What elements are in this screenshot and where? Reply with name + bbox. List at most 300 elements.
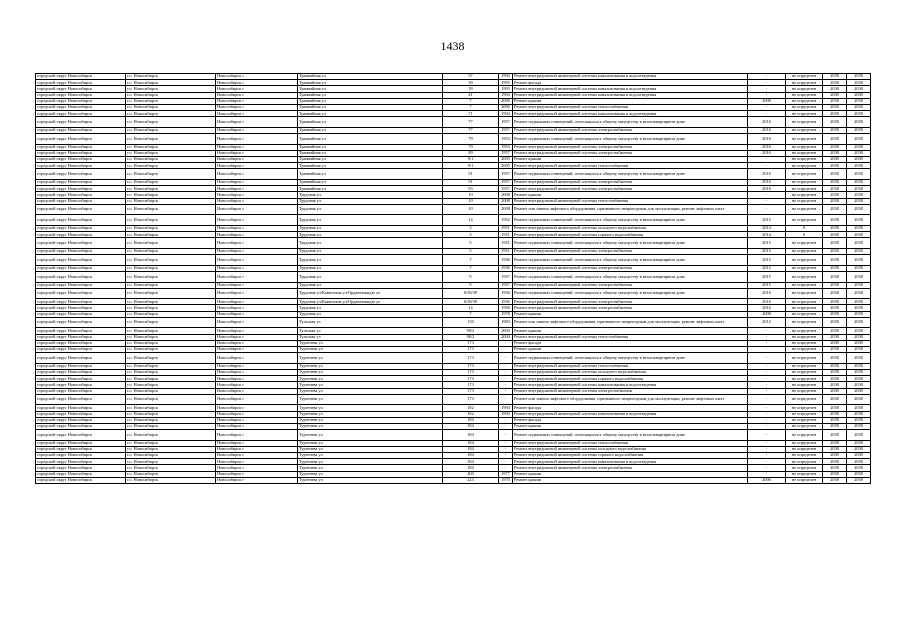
last-repair-year-cell: - — [748, 453, 786, 459]
street-cell: Трудовая ул — [298, 215, 443, 226]
cost-cell: не определен — [786, 288, 823, 299]
city-cell: Новосибирск г — [216, 255, 298, 266]
last-repair-year-cell: - — [748, 363, 786, 369]
build-year-cell: - — [499, 446, 513, 452]
cost-cell: не определен — [786, 477, 823, 483]
plan-start-cell: 2038 — [823, 134, 847, 145]
municipality-cell: городской округ Новосибирск — [36, 417, 126, 423]
plan-end-cell: 2038 — [847, 180, 871, 186]
last-repair-year-cell: 2006 — [748, 477, 786, 483]
build-year-cell: 1951 — [499, 232, 513, 238]
plan-start-cell: 2038 — [823, 238, 847, 249]
house-number-cell: 91 — [443, 180, 499, 186]
district-cell: г.о. Новосибирск — [126, 180, 216, 186]
district-cell: г.о. Новосибирск — [126, 340, 216, 346]
plan-end-cell: 2038 — [847, 169, 871, 180]
cost-cell: не определен — [786, 459, 823, 465]
table-row — [36, 117, 871, 128]
work-type-cell: Ремонт подвальных помещений, относящихся к общему имуществу в многоквартирном доме — [513, 271, 748, 282]
build-year-cell: 1994 — [499, 411, 513, 417]
city-cell: Новосибирск г — [216, 232, 298, 238]
district-cell: г.о. Новосибирск — [126, 405, 216, 411]
municipality-cell: городской округ Новосибирск — [36, 248, 126, 254]
build-year-cell: 1994 — [499, 111, 513, 117]
city-cell: Новосибирск г — [216, 265, 298, 271]
city-cell: Новосибирск г — [216, 127, 298, 133]
cost-cell: не определен — [786, 440, 823, 446]
municipality-cell: городской округ Новосибирск — [36, 198, 126, 204]
last-repair-year-cell: - — [748, 157, 786, 163]
work-type-cell: Ремонт внутридомовой инженерной системы теплоснабжения — [513, 198, 748, 204]
city-cell: Новосибирск г — [216, 423, 298, 429]
house-number-cell: 7 — [443, 98, 499, 104]
last-repair-year-cell: - — [748, 405, 786, 411]
table-row — [36, 430, 871, 441]
district-cell: г.о. Новосибирск — [126, 98, 216, 104]
district-cell: г.о. Новосибирск — [126, 459, 216, 465]
street-cell: Тульская ул — [298, 334, 443, 340]
municipality-cell: городской округ Новосибирск — [36, 215, 126, 226]
plan-start-cell: 2038 — [823, 180, 847, 186]
district-cell: г.о. Новосибирск — [126, 86, 216, 92]
district-cell: г.о. Новосибирск — [126, 311, 216, 317]
work-type-cell: Ремонт подвальных помещений, относящихся к общему имуществу в многоквартирном доме — [513, 255, 748, 266]
work-type-cell: Ремонт крыши — [513, 423, 748, 429]
last-repair-year-cell: - — [748, 192, 786, 198]
cost-cell: не определен — [786, 405, 823, 411]
plan-end-cell: 2038 — [847, 471, 871, 477]
house-number-cell: 89 — [443, 150, 499, 156]
municipality-cell: городской округ Новосибирск — [36, 265, 126, 271]
house-number-cell: 93 — [443, 186, 499, 192]
work-type-cell: Ремонт внутридомовой инженерной системы горячего водоснабжения — [513, 453, 748, 459]
build-year-cell: 1936 — [499, 299, 513, 305]
street-cell: Трамвайная ул — [298, 127, 443, 133]
street-cell: Тургенева ул — [298, 453, 443, 459]
cost-cell: не определен — [786, 169, 823, 180]
build-year-cell: - — [499, 394, 513, 405]
table-row — [36, 169, 871, 180]
build-year-cell: - — [499, 376, 513, 382]
city-cell: Новосибирск г — [216, 282, 298, 288]
city-cell: Новосибирск г — [216, 215, 298, 226]
plan-start-cell: 2038 — [823, 440, 847, 446]
plan-start-cell: 2038 — [823, 465, 847, 471]
municipality-cell: городской округ Новосибирск — [36, 86, 126, 92]
work-type-cell: Ремонт внутридомовой инженерной системы электроснабжения — [513, 144, 748, 150]
build-year-cell: 1936 — [499, 255, 513, 266]
cost-cell: не определен — [786, 353, 823, 364]
district-cell: г.о. Новосибирск — [126, 271, 216, 282]
plan-end-cell: 2038 — [847, 334, 871, 340]
cost-cell: не определен — [786, 238, 823, 249]
municipality-cell: городской округ Новосибирск — [36, 471, 126, 477]
plan-start-cell: 2038 — [823, 248, 847, 254]
plan-end-cell: 2038 — [847, 225, 871, 231]
district-cell: г.о. Новосибирск — [126, 215, 216, 226]
plan-end-cell: 2038 — [847, 144, 871, 150]
street-cell: Трудовая ул — [298, 265, 443, 271]
city-cell: Новосибирск г — [216, 334, 298, 340]
municipality-cell: городской округ Новосибирск — [36, 328, 126, 334]
house-number-cell: 9/1 — [443, 163, 499, 169]
city-cell: Новосибирск г — [216, 311, 298, 317]
work-type-cell: Ремонт внутридомовой инженерной системы канализования и водоотведения — [513, 92, 748, 98]
build-year-cell: 1953 — [499, 144, 513, 150]
build-year-cell: 2005 — [499, 157, 513, 163]
plan-start-cell: 2038 — [823, 111, 847, 117]
work-type-cell: Ремонт внутридомовой инженерной системы электроснабжения — [513, 299, 748, 305]
municipality-cell: городской округ Новосибирск — [36, 271, 126, 282]
district-cell: г.о. Новосибирск — [126, 198, 216, 204]
municipality-cell: городской округ Новосибирск — [36, 477, 126, 483]
last-repair-year-cell: - — [748, 92, 786, 98]
plan-start-cell: 2038 — [823, 411, 847, 417]
capital-repair-register-table — [35, 73, 871, 484]
build-year-cell: 2008 — [499, 198, 513, 204]
plan-start-cell: 2038 — [823, 204, 847, 215]
house-number-cell: 5 — [443, 248, 499, 254]
house-number-cell: 5 — [443, 238, 499, 249]
work-type-cell: Ремонт подвальных помещений, относящихся к общему имуществу в многоквартирном доме — [513, 288, 748, 299]
house-number-cell: 182 — [443, 405, 499, 411]
municipality-cell: городской округ Новосибирск — [36, 305, 126, 311]
district-cell: г.о. Новосибирск — [126, 394, 216, 405]
municipality-cell: городской округ Новосибирск — [36, 238, 126, 249]
work-type-cell: Ремонт внутридомовой инженерной системы теплоснабжения — [513, 104, 748, 110]
city-cell: Новосибирск г — [216, 405, 298, 411]
last-repair-year-cell: - — [748, 446, 786, 452]
plan-end-cell: 2038 — [847, 74, 871, 80]
plan-end-cell: 2038 — [847, 104, 871, 110]
house-number-cell: 223 — [443, 477, 499, 483]
cost-cell: не определен — [786, 317, 823, 328]
city-cell: Новосибирск г — [216, 163, 298, 169]
street-cell: Трудовая ул/Каменская ул/Орджоникидзе ул — [298, 288, 443, 299]
district-cell: г.о. Новосибирск — [126, 471, 216, 477]
work-type-cell: Ремонт или замена лифтового оборудования, признанного непригодным для эксплуатации, ремонт лифтовых шахт — [513, 394, 748, 405]
table-row — [36, 238, 871, 249]
house-number-cell: 10 — [443, 192, 499, 198]
cost-cell: не определен — [786, 423, 823, 429]
last-repair-year-cell: 2016 — [748, 127, 786, 133]
build-year-cell: - — [499, 423, 513, 429]
work-type-cell: Ремонт внутридомовой инженерной системы электроснабжения — [513, 465, 748, 471]
city-cell: Новосибирск г — [216, 459, 298, 465]
municipality-cell: городской округ Новосибирск — [36, 347, 126, 353]
last-repair-year-cell: - — [748, 104, 786, 110]
house-number-cell: 8/38/39 — [443, 299, 499, 305]
house-number-cell: 184 — [443, 459, 499, 465]
house-number-cell: 9 — [443, 282, 499, 288]
house-number-cell: 184 — [443, 465, 499, 471]
house-number-cell: 7 — [443, 104, 499, 110]
plan-end-cell: 2038 — [847, 163, 871, 169]
plan-start-cell: 2038 — [823, 471, 847, 477]
city-cell: Новосибирск г — [216, 111, 298, 117]
house-number-cell: 37 — [443, 74, 499, 80]
house-number-cell: 9 — [443, 271, 499, 282]
table-row — [36, 134, 871, 145]
build-year-cell: 1951 — [499, 238, 513, 249]
build-year-cell: 1978 — [499, 311, 513, 317]
cost-cell: не определен — [786, 411, 823, 417]
plan-end-cell: 2038 — [847, 150, 871, 156]
build-year-cell: - — [499, 459, 513, 465]
plan-start-cell: 2038 — [823, 255, 847, 266]
plan-start-cell: 2038 — [823, 353, 847, 364]
municipality-cell: городской округ Новосибирск — [36, 104, 126, 110]
cost-cell: не определен — [786, 446, 823, 452]
street-cell: Трамвайная ул — [298, 186, 443, 192]
last-repair-year-cell: 2008 — [748, 311, 786, 317]
plan-end-cell: 2038 — [847, 232, 871, 238]
street-cell: Трамвайная ул — [298, 163, 443, 169]
table-row — [36, 271, 871, 282]
house-number-cell: 184 — [443, 440, 499, 446]
build-year-cell: 1957 — [499, 117, 513, 128]
house-number-cell: 184 — [443, 446, 499, 452]
street-cell: Тургенева ул — [298, 459, 443, 465]
street-cell: Тургенева ул — [298, 363, 443, 369]
work-type-cell: Ремонт внутридомовой инженерной системы холодного водоснабжения — [513, 369, 748, 375]
work-type-cell: Ремонт крыши — [513, 477, 748, 483]
district-cell: г.о. Новосибирск — [126, 411, 216, 417]
build-year-cell: 1994 — [499, 92, 513, 98]
last-repair-year-cell: - — [748, 347, 786, 353]
last-repair-year-cell: 2014 — [748, 232, 786, 238]
build-year-cell: 1953 — [499, 134, 513, 145]
plan-start-cell: 2038 — [823, 157, 847, 163]
table-row — [36, 215, 871, 226]
plan-end-cell: 2038 — [847, 86, 871, 92]
plan-end-cell: 2038 — [847, 388, 871, 394]
house-number-cell: 41 — [443, 92, 499, 98]
city-cell: Новосибирск г — [216, 465, 298, 471]
street-cell: Трудовая ул — [298, 305, 443, 311]
street-cell: Тургенева ул — [298, 369, 443, 375]
work-type-cell: Ремонт внутридомовой инженерной системы холодного водоснабжения — [513, 446, 748, 452]
district-cell: г.о. Новосибирск — [126, 225, 216, 231]
cost-cell: не определен — [786, 157, 823, 163]
plan-start-cell: 2038 — [823, 405, 847, 411]
city-cell: Новосибирск г — [216, 238, 298, 249]
cost-cell: не определен — [786, 186, 823, 192]
district-cell: г.о. Новосибирск — [126, 265, 216, 271]
city-cell: Новосибирск г — [216, 376, 298, 382]
plan-start-cell: 2038 — [823, 117, 847, 128]
city-cell: Новосибирск г — [216, 134, 298, 145]
district-cell: г.о. Новосибирск — [126, 417, 216, 423]
district-cell: г.о. Новосибирск — [126, 192, 216, 198]
cost-cell: не определен — [786, 465, 823, 471]
plan-start-cell: 2038 — [823, 446, 847, 452]
house-number-cell: 150 — [443, 317, 499, 328]
house-number-cell: 184 — [443, 430, 499, 441]
city-cell: Новосибирск г — [216, 104, 298, 110]
house-number-cell: 77 — [443, 117, 499, 128]
district-cell: г.о. Новосибирск — [126, 334, 216, 340]
municipality-cell: городской округ Новосибирск — [36, 353, 126, 364]
house-number-cell: 79 — [443, 134, 499, 145]
municipality-cell: городской округ Новосибирск — [36, 186, 126, 192]
plan-end-cell: 2038 — [847, 394, 871, 405]
city-cell: Новосибирск г — [216, 440, 298, 446]
cost-cell: не определен — [786, 215, 823, 226]
last-repair-year-cell: - — [748, 334, 786, 340]
plan-end-cell: 2038 — [847, 238, 871, 249]
house-number-cell: 8/38/39 — [443, 288, 499, 299]
city-cell: Новосибирск г — [216, 180, 298, 186]
plan-end-cell: 2038 — [847, 311, 871, 317]
city-cell: Новосибирск г — [216, 353, 298, 364]
build-year-cell: 1957 — [499, 169, 513, 180]
house-number-cell: 173 — [443, 394, 499, 405]
municipality-cell: городской округ Новосибирск — [36, 423, 126, 429]
plan-end-cell: 2038 — [847, 317, 871, 328]
plan-end-cell: 2038 — [847, 305, 871, 311]
plan-end-cell: 2038 — [847, 282, 871, 288]
municipality-cell: городской округ Новосибирск — [36, 440, 126, 446]
municipality-cell: городской округ Новосибирск — [36, 111, 126, 117]
district-cell: г.о. Новосибирск — [126, 117, 216, 128]
city-cell: Новосибирск г — [216, 328, 298, 334]
district-cell: г.о. Новосибирск — [126, 74, 216, 80]
municipality-cell: городской округ Новосибирск — [36, 134, 126, 145]
work-type-cell: Ремонт внутридомовой инженерной системы канализования и водоотведения — [513, 74, 748, 80]
municipality-cell: городской округ Новосибирск — [36, 157, 126, 163]
last-repair-year-cell: 2012 — [748, 317, 786, 328]
municipality-cell: городской округ Новосибирск — [36, 317, 126, 328]
house-number-cell: 3 — [443, 232, 499, 238]
house-number-cell: 91 — [443, 169, 499, 180]
city-cell: Новосибирск г — [216, 453, 298, 459]
last-repair-year-cell: - — [748, 394, 786, 405]
plan-start-cell: 2038 — [823, 92, 847, 98]
house-number-cell: 173 — [443, 376, 499, 382]
plan-end-cell: 2038 — [847, 98, 871, 104]
street-cell: Тургенева ул — [298, 405, 443, 411]
municipality-cell: городской округ Новосибирск — [36, 340, 126, 346]
plan-start-cell: 2038 — [823, 225, 847, 231]
street-cell: Трудовая ул — [298, 282, 443, 288]
municipality-cell: городской округ Новосибирск — [36, 74, 126, 80]
district-cell: г.о. Новосибирск — [126, 186, 216, 192]
municipality-cell: городской округ Новосибирск — [36, 225, 126, 231]
city-cell: Новосибирск г — [216, 471, 298, 477]
plan-end-cell: 2038 — [847, 215, 871, 226]
plan-start-cell: 2038 — [823, 430, 847, 441]
build-year-cell: 2004 — [499, 334, 513, 340]
cost-cell: не определен — [786, 388, 823, 394]
plan-end-cell: 2038 — [847, 248, 871, 254]
street-cell: Трамвайная ул — [298, 144, 443, 150]
street-cell: Тургенева ул — [298, 477, 443, 483]
city-cell: Новосибирск г — [216, 74, 298, 80]
street-cell: Тургенева ул — [298, 340, 443, 346]
city-cell: Новосибирск г — [216, 317, 298, 328]
municipality-cell: городской округ Новосибирск — [36, 117, 126, 128]
city-cell: Новосибирск г — [216, 299, 298, 305]
municipality-cell: городской округ Новосибирск — [36, 311, 126, 317]
cost-cell: не определен — [786, 282, 823, 288]
work-type-cell: Ремонт внутридомовой инженерной системы канализования и водоотведения — [513, 459, 748, 465]
work-type-cell: Ремонт внутридомовой инженерной системы холодного водоснабжения — [513, 225, 748, 231]
build-year-cell: 2008 — [499, 192, 513, 198]
plan-start-cell: 2038 — [823, 453, 847, 459]
municipality-cell: городской округ Новосибирск — [36, 405, 126, 411]
plan-start-cell: 2038 — [823, 198, 847, 204]
work-type-cell: Ремонт крыши — [513, 157, 748, 163]
cost-cell: не определен — [786, 80, 823, 86]
table-row — [36, 317, 871, 328]
build-year-cell: - — [499, 382, 513, 388]
cost-cell: не определен — [786, 248, 823, 254]
plan-end-cell: 2038 — [847, 465, 871, 471]
cost-cell: 0 — [786, 232, 823, 238]
build-year-cell: 2005 — [499, 163, 513, 169]
work-type-cell: Ремонт или замена лифтового оборудования, признанного непригодным для эксплуатации, ремонт лифтовых шахт — [513, 317, 748, 328]
municipality-cell: городской округ Новосибирск — [36, 459, 126, 465]
plan-end-cell: 2038 — [847, 127, 871, 133]
street-cell: Трудовая ул — [298, 248, 443, 254]
district-cell: г.о. Новосибирск — [126, 388, 216, 394]
plan-end-cell: 2038 — [847, 411, 871, 417]
build-year-cell: 1977 — [499, 471, 513, 477]
plan-start-cell: 2038 — [823, 232, 847, 238]
plan-start-cell: 2038 — [823, 163, 847, 169]
city-cell: Новосибирск г — [216, 347, 298, 353]
plan-end-cell: 2038 — [847, 299, 871, 305]
cost-cell: не определен — [786, 305, 823, 311]
plan-end-cell: 2038 — [847, 453, 871, 459]
plan-start-cell: 2038 — [823, 423, 847, 429]
municipality-cell: городской округ Новосибирск — [36, 369, 126, 375]
district-cell: г.о. Новосибирск — [126, 440, 216, 446]
municipality-cell: городской округ Новосибирск — [36, 163, 126, 169]
municipality-cell: городской округ Новосибирск — [36, 255, 126, 266]
district-cell: г.о. Новосибирск — [126, 282, 216, 288]
street-cell: Трамвайная ул — [298, 74, 443, 80]
last-repair-year-cell: - — [748, 417, 786, 423]
district-cell: г.о. Новосибирск — [126, 104, 216, 110]
plan-end-cell: 2038 — [847, 423, 871, 429]
build-year-cell: 1936 — [499, 288, 513, 299]
plan-end-cell: 2038 — [847, 363, 871, 369]
house-number-cell: 184 — [443, 453, 499, 459]
plan-end-cell: 2038 — [847, 328, 871, 334]
district-cell: г.о. Новосибирск — [126, 92, 216, 98]
work-type-cell: Ремонт подвальных помещений, относящихся к общему имуществу в многоквартирном доме — [513, 169, 748, 180]
build-year-cell: 1956 — [499, 305, 513, 311]
cost-cell: не определен — [786, 134, 823, 145]
plan-end-cell: 2038 — [847, 204, 871, 215]
cost-cell: не определен — [786, 192, 823, 198]
last-repair-year-cell: 2015 — [748, 248, 786, 254]
city-cell: Новосибирск г — [216, 98, 298, 104]
city-cell: Новосибирск г — [216, 477, 298, 483]
last-repair-year-cell: 2016 — [748, 117, 786, 128]
plan-start-cell: 2038 — [823, 388, 847, 394]
municipality-cell: городской округ Новосибирск — [36, 334, 126, 340]
plan-end-cell: 2038 — [847, 459, 871, 465]
last-repair-year-cell: - — [748, 163, 786, 169]
cost-cell: не определен — [786, 255, 823, 266]
plan-start-cell: 2038 — [823, 305, 847, 311]
plan-start-cell: 2038 — [823, 369, 847, 375]
cost-cell: не определен — [786, 86, 823, 92]
build-year-cell: 2004 — [499, 328, 513, 334]
